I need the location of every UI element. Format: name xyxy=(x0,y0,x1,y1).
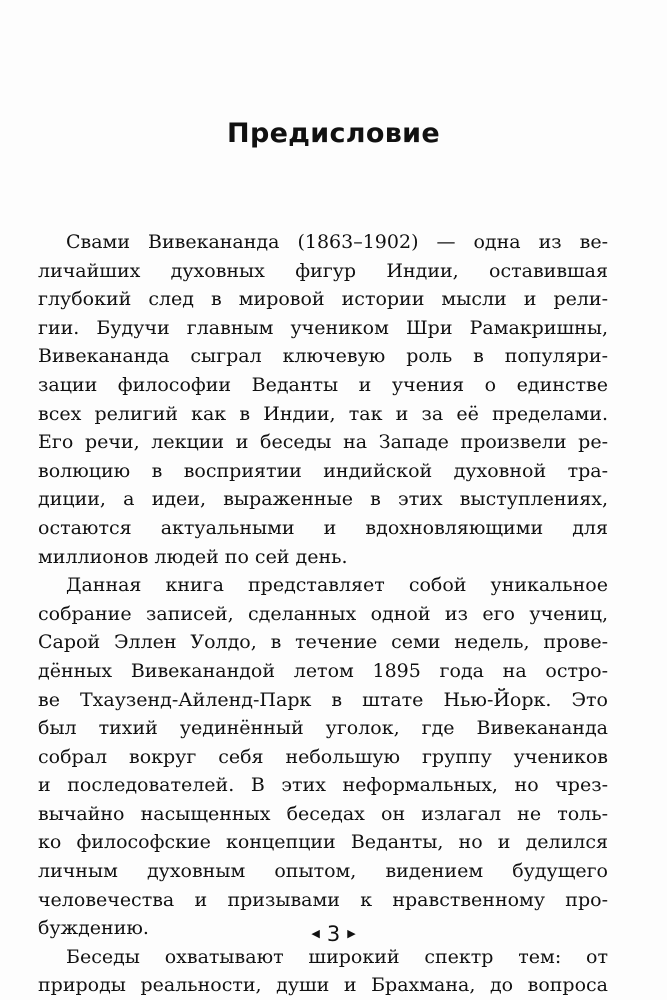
text-line: зации философии Веданты и учения о единстве xyxy=(38,373,608,396)
text-line: всех религий как в Индии, так и за её пределами. xyxy=(38,402,608,425)
text-line: гии. Будучи главным учеником Шри Рамакришны, xyxy=(38,316,608,339)
text-line: ве Тхаузенд-Айленд-Парк в штате Нью-Йорк. Это xyxy=(38,688,608,711)
text-line: Его речи, лекции и беседы на Западе произвели ре- xyxy=(38,431,608,454)
text-line: и последователей. В этих неформальных, но чрез- xyxy=(38,774,608,797)
text-line: глубокий след в мировой истории мысли и рели- xyxy=(38,288,608,311)
text-line: Сарой Эллен Уолдо, в течение семи недель, прове- xyxy=(38,631,608,654)
chapter-title: Предисловие xyxy=(227,118,440,149)
text-line: личайших духовных фигур Индии, оставившая xyxy=(38,259,608,282)
page-number-footer xyxy=(0,922,667,946)
text-line: миллионов людей по сей день. xyxy=(38,545,348,568)
text-line: волюцию в восприятии индийской духовной тра- xyxy=(38,459,608,482)
text-line: вычайно насыщенных беседах он излагал не толь- xyxy=(38,802,608,825)
text-line: ко философские концепции Веданты, но и делился xyxy=(38,831,608,854)
body-text xyxy=(38,228,608,1000)
page-number: 3 xyxy=(326,922,341,946)
text-line: Свами Вивекананда (1863–1902) — одна из ве- xyxy=(66,231,608,253)
text-line: Беседы охватывают широкий спектр тем: от xyxy=(66,945,608,968)
text-line: Данная книга представляет собой уникальное xyxy=(66,574,608,597)
text-line: собрание записей, сделанных одной из его учениц, xyxy=(38,602,608,625)
text-line: собрал вокруг себя небольшую группу учеников xyxy=(38,745,608,768)
text-line: был тихий уединённый уголок, где Вивекананда xyxy=(38,717,608,740)
text-line: дённых Вивеканандой летом 1895 года на остро- xyxy=(38,659,608,682)
text-line: природы реальности, души и Брахмана, до вопроса xyxy=(38,974,608,997)
text-line: Вивекананда сыграл ключевую роль в популяри- xyxy=(38,345,608,368)
triangle-right-icon: ▶ xyxy=(347,926,356,940)
text-line: человечества и призывами к нравственному про- xyxy=(38,888,608,911)
text-line: личным духовным опытом, видением будущего xyxy=(38,860,608,883)
triangle-left-icon: ◀ xyxy=(311,926,320,940)
text-line: остаются актуальными и вдохновляющими для xyxy=(38,516,608,539)
text-line: буждению. xyxy=(38,917,149,940)
text-line: диции, а идеи, выраженные в этих выступлениях, xyxy=(38,488,608,511)
